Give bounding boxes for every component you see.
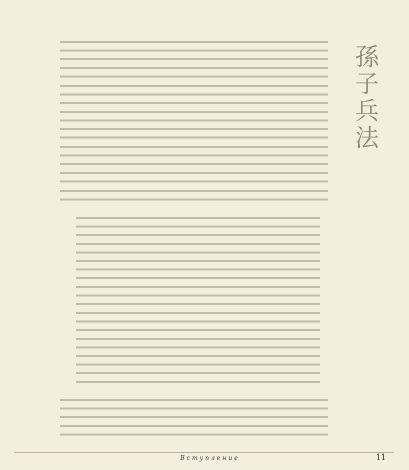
- body-paragraph: [60, 38, 328, 81]
- body-paragraph: [60, 187, 328, 204]
- calligraphy-char: 子: [355, 70, 379, 98]
- quotation-block: [76, 214, 320, 386]
- running-footer-title: Вступление: [180, 455, 240, 462]
- body-text-column: [60, 38, 328, 440]
- calligraphy-char: 孫: [355, 43, 379, 71]
- calligraphy-char: 兵: [355, 97, 379, 125]
- quote-paragraph: [76, 309, 320, 386]
- body-paragraph: [60, 396, 328, 439]
- calligraphy-char: 法: [355, 124, 379, 152]
- body-paragraph: [60, 82, 328, 142]
- margin-calligraphy: [354, 44, 380, 152]
- footer-rule: [14, 452, 394, 453]
- page-number: 11: [375, 453, 386, 462]
- body-paragraph: [60, 143, 328, 186]
- quote-paragraph: [76, 214, 320, 308]
